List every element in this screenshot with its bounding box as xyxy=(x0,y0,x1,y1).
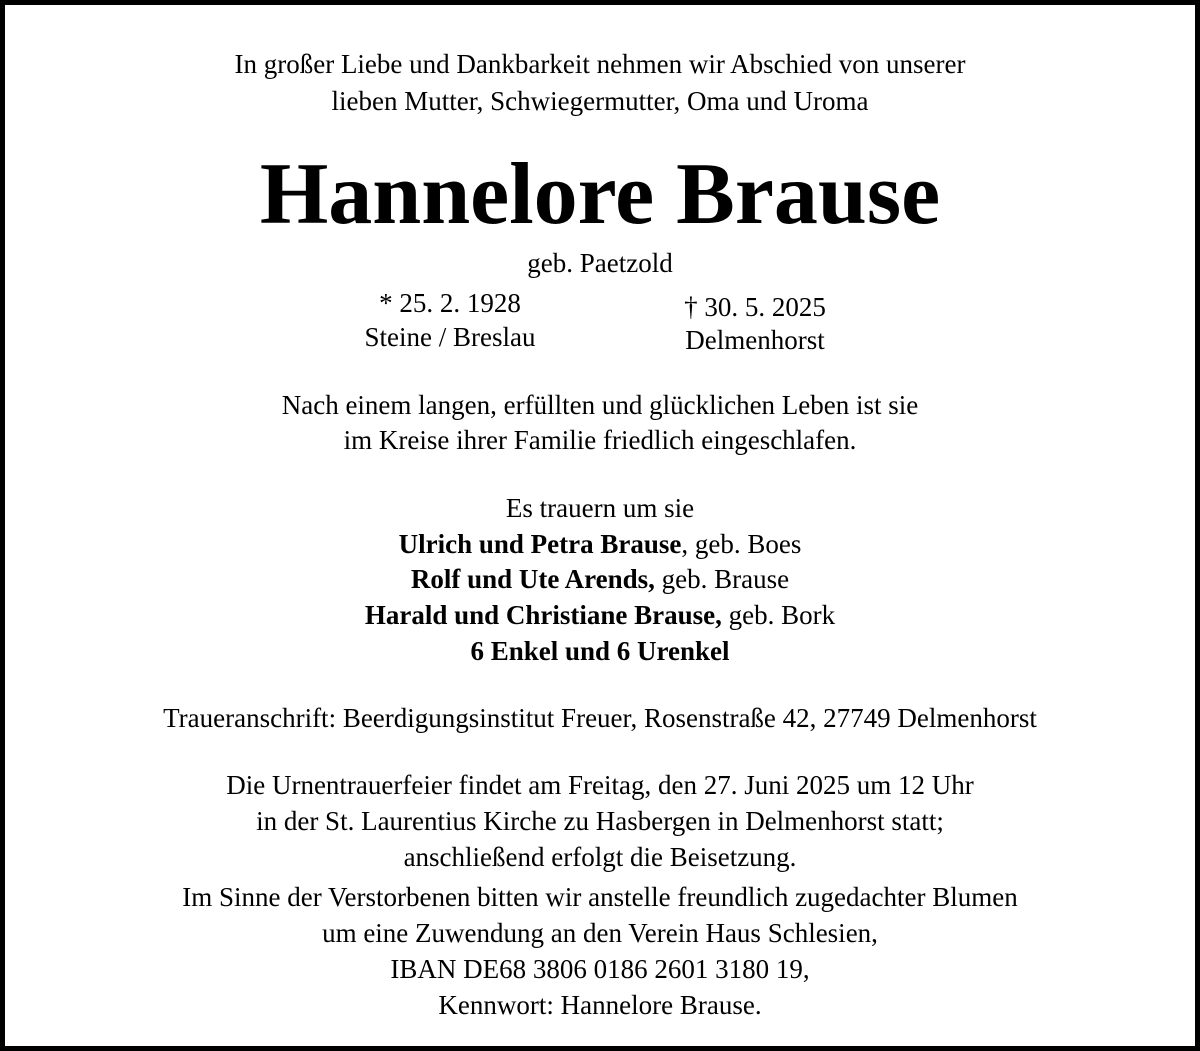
message-line-1: Nach einem langen, erfüllten und glücklichen Leben ist sie xyxy=(281,390,919,420)
mourner-entry xyxy=(5,598,1195,632)
mourning-address: Traueranschrift: Beerdigungsinstitut Freuer, Rosenstraße 42, 27749 Delmenhorst xyxy=(163,703,1037,733)
ceremony-line-1: Die Urnentrauerfeier findet am Freitag, den 27. Juni 2025 um 12 Uhr xyxy=(226,770,974,800)
intro-line-1: In großer Liebe und Dankbarkeit nehmen wir Abschied von unserer xyxy=(234,49,966,79)
donation-iban: IBAN DE68 3806 0186 2601 3180 19, xyxy=(390,954,810,984)
mourner-suffix: geb. Brause xyxy=(654,564,790,594)
mourner-entry xyxy=(5,527,1195,561)
grandchildren: 6 Enkel und 6 Urenkel xyxy=(470,636,730,666)
mourner-names: Rolf und Ute Arends, xyxy=(410,564,655,594)
mourner-suffix: geb. Bork xyxy=(721,600,836,630)
mourner-names: Harald und Christiane Brause, xyxy=(364,600,722,630)
intro-line-2: lieben Mutter, Schwiegermutter, Oma und Uroma xyxy=(331,86,869,116)
message-line-2: im Kreise ihrer Familie friedlich eingeschlafen. xyxy=(343,425,857,455)
death-date: † 30. 5. 2025 xyxy=(684,292,826,322)
ceremony-line-2: in der St. Laurentius Kirche zu Hasbergen in Delmenhorst statt; xyxy=(256,806,944,836)
ceremony-line-3: anschließend erfolgt die Beisetzung. xyxy=(403,842,797,872)
donation-line-1: Im Sinne der Verstorbenen bitten wir anstelle freundlich zugedachter Blumen xyxy=(182,882,1018,912)
birth-place: Steine / Breslau xyxy=(364,322,536,352)
death-place: Delmenhorst xyxy=(685,325,825,355)
birth-date: * 25. 2. 1928 xyxy=(379,288,521,318)
mourner-names: Ulrich und Petra Brause xyxy=(398,529,682,559)
mourners-heading: Es trauern um sie xyxy=(505,493,695,523)
mourner-suffix: , geb. Boes xyxy=(681,529,802,559)
donation-keyword: Kennwort: Hannelore Brause. xyxy=(438,990,762,1020)
donation-line-2: um eine Zuwendung an den Verein Haus Schlesien, xyxy=(322,918,878,948)
deceased-name: Hannelore Brause xyxy=(259,146,941,243)
maiden-name: geb. Paetzold xyxy=(527,248,673,278)
mourner-entry xyxy=(5,562,1195,596)
